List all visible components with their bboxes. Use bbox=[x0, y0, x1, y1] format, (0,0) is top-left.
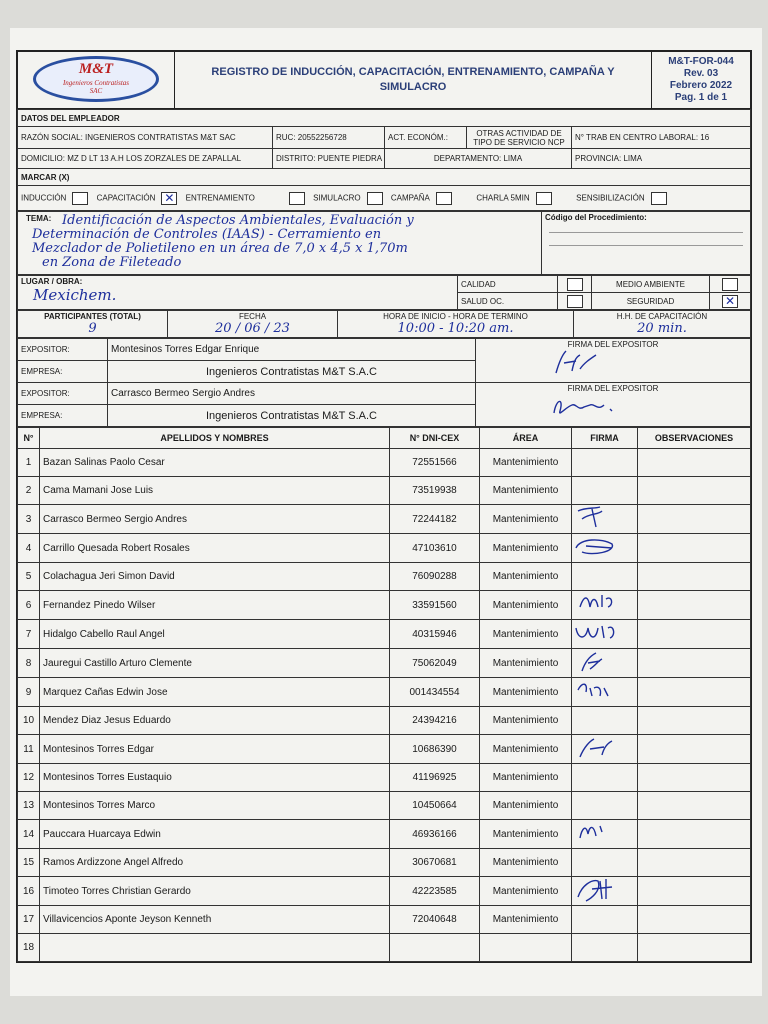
ruc: RUC: 20552256728 bbox=[273, 127, 385, 149]
hora-value: 10:00 - 10:20 am. bbox=[397, 321, 514, 336]
col-dni: N° DNI-CEX bbox=[390, 428, 480, 449]
participant-signature bbox=[572, 906, 638, 934]
participant-name: Ramos Ardizzone Angel Alfredo bbox=[40, 849, 390, 877]
participant-area: Mantenimiento bbox=[480, 449, 572, 477]
participant-signature bbox=[572, 849, 638, 877]
row-number: 4 bbox=[18, 534, 40, 563]
participant-dni: 24394216 bbox=[390, 707, 480, 735]
table-row bbox=[18, 792, 751, 820]
employer-heading: DATOS DEL EMPLEADOR bbox=[18, 110, 751, 127]
checkbox-sensibilizacion[interactable] bbox=[651, 192, 667, 205]
employer-section bbox=[17, 109, 751, 211]
signature-mark bbox=[572, 505, 632, 530]
logo-cell bbox=[18, 52, 175, 109]
participant-dni: 10686390 bbox=[390, 735, 480, 764]
participant-signature bbox=[572, 620, 638, 649]
participant-name: Montesinos Torres Eustaquio bbox=[40, 764, 390, 792]
participant-dni: 41196925 bbox=[390, 764, 480, 792]
row-number: 3 bbox=[18, 505, 40, 534]
table-row bbox=[18, 820, 751, 849]
table-row bbox=[18, 649, 751, 678]
participant-area: Mantenimiento bbox=[480, 505, 572, 534]
participant-dni: 40315946 bbox=[390, 620, 480, 649]
row-number: 8 bbox=[18, 649, 40, 678]
participant-dni: 72244182 bbox=[390, 505, 480, 534]
form-code: M&T-FOR-044 Rev. 03 Febrero 2022 Pag. 1 de 1 bbox=[652, 52, 751, 109]
row-number: 15 bbox=[18, 849, 40, 877]
col-n: N° bbox=[18, 428, 40, 449]
tema-line-1: Identificación de Aspectos Ambientales, Evaluación y bbox=[62, 213, 414, 228]
participant-dni bbox=[390, 934, 480, 962]
col-firma: FIRMA bbox=[572, 428, 638, 449]
lugar-section: LUGAR / OBRA: Mexichem. CALIDAD MEDIO AMBIENTE SALUD OC. SEGURIDAD ✕ bbox=[17, 275, 751, 310]
company-logo: M&T Ingenieros Contratistas SAC bbox=[33, 56, 159, 102]
table-row bbox=[18, 764, 751, 792]
checkbox-charla[interactable] bbox=[536, 192, 552, 205]
table-row bbox=[18, 591, 751, 620]
row-number: 2 bbox=[18, 477, 40, 505]
participant-name bbox=[40, 934, 390, 962]
razon-social: RAZÓN SOCIAL: INGENIEROS CONTRATISTAS M&T SAC bbox=[18, 127, 273, 149]
table-row bbox=[18, 449, 751, 477]
row-number: 1 bbox=[18, 449, 40, 477]
participant-observations bbox=[638, 820, 751, 849]
row-number: 9 bbox=[18, 678, 40, 707]
row-number: 18 bbox=[18, 934, 40, 962]
participant-area: Mantenimiento bbox=[480, 707, 572, 735]
participant-dni: 47103610 bbox=[390, 534, 480, 563]
expositores-section: EXPOSITOR: Montesinos Torres Edgar Enrique FIRMA DEL EXPOSITOR EMPRESA: Ingenieros Contratistas M&T S.A.C EXPOSITOR: Carrasco Bermeo Sergio Andres FIRMA DEL EXPOSITOR EMPRESA: Ingenieros Contratistas M&T S.A.C bbox=[17, 338, 751, 427]
participant-observations bbox=[638, 792, 751, 820]
checkbox-medio-ambiente[interactable] bbox=[722, 278, 738, 291]
participant-dni: 30670681 bbox=[390, 849, 480, 877]
participant-observations bbox=[638, 591, 751, 620]
lugar-value: Mexichem. bbox=[33, 286, 117, 304]
table-row bbox=[18, 678, 751, 707]
table-row bbox=[18, 563, 751, 591]
participant-dni: 76090288 bbox=[390, 563, 480, 591]
col-name: APELLIDOS Y NOMBRES bbox=[40, 428, 390, 449]
checkbox-entrenamiento[interactable] bbox=[289, 192, 305, 205]
participant-name: Hidalgo Cabello Raul Angel bbox=[40, 620, 390, 649]
table-row bbox=[18, 477, 751, 505]
codigo-procedimiento: Código del Procedimiento: bbox=[542, 212, 751, 275]
row-number: 7 bbox=[18, 620, 40, 649]
row-number: 12 bbox=[18, 764, 40, 792]
participant-observations bbox=[638, 678, 751, 707]
fecha-value: 20 / 06 / 23 bbox=[215, 321, 290, 336]
checkbox-calidad[interactable] bbox=[567, 278, 583, 291]
tema-line-3: Mezclador de Polietileno en un área de 7,0 x 4,5 x 1,70m bbox=[32, 241, 408, 256]
expositor-2-empresa: Ingenieros Contratistas M&T S.A.C bbox=[108, 405, 476, 427]
tema-section bbox=[17, 211, 751, 275]
distrito: DISTRITO: PUENTE PIEDRA bbox=[273, 149, 385, 169]
expositor-1-name: Montesinos Torres Edgar Enrique bbox=[108, 339, 476, 361]
participantes-cell: PARTICIPANTES (TOTAL) 9 bbox=[18, 311, 168, 338]
participant-observations bbox=[638, 563, 751, 591]
participant-dni: 10450664 bbox=[390, 792, 480, 820]
row-number: 16 bbox=[18, 877, 40, 906]
participant-signature bbox=[572, 877, 638, 906]
table-row bbox=[18, 534, 751, 563]
participant-area: Mantenimiento bbox=[480, 477, 572, 505]
checkbox-seguridad[interactable] bbox=[722, 295, 738, 308]
participant-area: Mantenimiento bbox=[480, 678, 572, 707]
signature-mark bbox=[572, 649, 632, 674]
departamento: DEPARTAMENTO: LIMA bbox=[385, 149, 572, 169]
signature-mark bbox=[572, 534, 632, 559]
participant-name: Villavicencios Aponte Jeyson Kenneth bbox=[40, 906, 390, 934]
participant-name: Montesinos Torres Edgar bbox=[40, 735, 390, 764]
expositor-2-name: Carrasco Bermeo Sergio Andres bbox=[108, 383, 476, 405]
n-trab: N° TRAB EN CENTRO LABORAL: 16 bbox=[572, 127, 751, 149]
participant-observations bbox=[638, 505, 751, 534]
participant-signature bbox=[572, 678, 638, 707]
participant-signature bbox=[572, 934, 638, 962]
participant-observations bbox=[638, 477, 751, 505]
tema-cell: TEMA: Identificación de Aspectos Ambientales, Evaluación y Determinación de Controles (IAAS) - Cerramiento en Mezclador de Polietileno en un área de 7,0 x 4,5 x 1,70m en Zona de Fileteado bbox=[18, 212, 542, 275]
table-row bbox=[18, 934, 751, 962]
participant-observations bbox=[638, 449, 751, 477]
type-checkboxes: INDUCCIÓN CAPACITACIÓN✕ ENTRENAMIENTO SIMULACRO CAMPAÑA CHARLA 5MIN SENSIBILIZACIÓN bbox=[18, 186, 751, 211]
participant-observations bbox=[638, 735, 751, 764]
participant-name: Cama Mamani Jose Luis bbox=[40, 477, 390, 505]
participant-observations bbox=[638, 764, 751, 792]
participant-signature bbox=[572, 591, 638, 620]
participant-name: Fernandez Pinedo Wilser bbox=[40, 591, 390, 620]
participant-dni: 001434554 bbox=[390, 678, 480, 707]
row-number: 6 bbox=[18, 591, 40, 620]
signature-expositor-1 bbox=[546, 349, 626, 377]
form-title: REGISTRO DE INDUCCIÓN, CAPACITACIÓN, ENTRENAMIENTO, CAMPAÑA Y SIMULACRO bbox=[175, 52, 652, 109]
tema-line-2: Determinación de Controles (IAAS) - Cerramiento en bbox=[32, 227, 382, 242]
participant-name: Pauccara Huarcaya Edwin bbox=[40, 820, 390, 849]
participant-area: Mantenimiento bbox=[480, 649, 572, 678]
participant-name: Montesinos Torres Marco bbox=[40, 792, 390, 820]
fecha-cell: FECHA 20 / 06 / 23 bbox=[168, 311, 338, 338]
signature-mark bbox=[572, 735, 632, 760]
participant-dni: 72040648 bbox=[390, 906, 480, 934]
checkbox-induccion[interactable] bbox=[72, 192, 88, 205]
participant-name: Mendez Diaz Jesus Eduardo bbox=[40, 707, 390, 735]
participant-name: Carrillo Quesada Robert Rosales bbox=[40, 534, 390, 563]
row-number: 5 bbox=[18, 563, 40, 591]
signature-mark bbox=[572, 591, 632, 616]
form-header bbox=[17, 51, 751, 109]
row-number: 11 bbox=[18, 735, 40, 764]
participant-signature bbox=[572, 534, 638, 563]
table-row bbox=[18, 620, 751, 649]
row-number: 13 bbox=[18, 792, 40, 820]
hora-cell: HORA DE INICIO - HORA DE TERMINO 10:00 - 10:20 am. bbox=[338, 311, 574, 338]
signature-mark bbox=[572, 877, 632, 902]
provincia: PROVINCIA: LIMA bbox=[572, 149, 751, 169]
participant-area: Mantenimiento bbox=[480, 820, 572, 849]
row-number: 17 bbox=[18, 906, 40, 934]
row-number: 14 bbox=[18, 820, 40, 849]
checkbox-simulacro[interactable] bbox=[367, 192, 383, 205]
signature-expositor-2 bbox=[546, 393, 646, 419]
table-row bbox=[18, 735, 751, 764]
participant-signature bbox=[572, 477, 638, 505]
otras-actividad: OTRAS ACTIVIDAD DE TIPO DE SERVICIO NCP bbox=[467, 127, 572, 149]
participantes-value: 9 bbox=[88, 321, 97, 336]
participant-signature bbox=[572, 649, 638, 678]
table-row bbox=[18, 707, 751, 735]
participant-name: Carrasco Bermeo Sergio Andres bbox=[40, 505, 390, 534]
checkbox-campana[interactable] bbox=[436, 192, 452, 205]
participant-dni: 72551566 bbox=[390, 449, 480, 477]
participants-table bbox=[17, 427, 751, 962]
col-area: ÁREA bbox=[480, 428, 572, 449]
table-row bbox=[18, 505, 751, 534]
participant-area: Mantenimiento bbox=[480, 849, 572, 877]
participant-signature bbox=[572, 449, 638, 477]
participant-signature bbox=[572, 792, 638, 820]
firma-expositor-2: FIRMA DEL EXPOSITOR bbox=[476, 383, 751, 427]
participant-area: Mantenimiento bbox=[480, 620, 572, 649]
table-row bbox=[18, 849, 751, 877]
lugar-cell: LUGAR / OBRA: Mexichem. bbox=[18, 276, 458, 310]
participant-area: Mantenimiento bbox=[480, 735, 572, 764]
participant-signature bbox=[572, 735, 638, 764]
checkbox-salud[interactable] bbox=[567, 295, 583, 308]
tema-line-4: en Zona de Fileteado bbox=[42, 255, 182, 270]
table-row bbox=[18, 877, 751, 906]
registration-form bbox=[16, 50, 752, 963]
hh-cell: H.H. DE CAPACITACIÓN 20 min. bbox=[574, 311, 751, 338]
marcar-label: MARCAR (X) bbox=[18, 169, 751, 186]
participant-area: Mantenimiento bbox=[480, 877, 572, 906]
participant-area: Mantenimiento bbox=[480, 534, 572, 563]
participant-area: Mantenimiento bbox=[480, 563, 572, 591]
participant-dni: 46936166 bbox=[390, 820, 480, 849]
participant-name: Jauregui Castillo Arturo Clemente bbox=[40, 649, 390, 678]
session-info bbox=[17, 310, 751, 338]
participant-name: Timoteo Torres Christian Gerardo bbox=[40, 877, 390, 906]
col-obs: OBSERVACIONES bbox=[638, 428, 751, 449]
participant-signature bbox=[572, 505, 638, 534]
participant-dni: 73519938 bbox=[390, 477, 480, 505]
participant-dni: 42223585 bbox=[390, 877, 480, 906]
participant-area: Mantenimiento bbox=[480, 764, 572, 792]
checkbox-capacitacion[interactable] bbox=[161, 192, 177, 205]
signature-mark bbox=[572, 820, 632, 845]
participant-name: Bazan Salinas Paolo Cesar bbox=[40, 449, 390, 477]
table-row bbox=[18, 906, 751, 934]
participant-observations bbox=[638, 620, 751, 649]
participant-area bbox=[480, 934, 572, 962]
firma-expositor-1: FIRMA DEL EXPOSITOR bbox=[476, 339, 751, 383]
act-econom: ACT. ECONÓM.: bbox=[385, 127, 467, 149]
participant-area: Mantenimiento bbox=[480, 906, 572, 934]
expositor-1-empresa: Ingenieros Contratistas M&T S.A.C bbox=[108, 361, 476, 383]
signature-mark bbox=[572, 678, 632, 703]
hh-value: 20 min. bbox=[637, 321, 687, 336]
signature-mark bbox=[572, 620, 632, 645]
row-number: 10 bbox=[18, 707, 40, 735]
participant-observations bbox=[638, 906, 751, 934]
participant-area: Mantenimiento bbox=[480, 591, 572, 620]
participant-dni: 75062049 bbox=[390, 649, 480, 678]
participant-signature bbox=[572, 820, 638, 849]
participant-signature bbox=[572, 707, 638, 735]
participant-observations bbox=[638, 849, 751, 877]
participant-name: Marquez Cañas Edwin Jose bbox=[40, 678, 390, 707]
domicilio: DOMICILIO: MZ D LT 13 A.H LOS ZORZALES DE ZAPALLAL bbox=[18, 149, 273, 169]
participant-signature bbox=[572, 764, 638, 792]
participant-observations bbox=[638, 934, 751, 962]
participant-dni: 33591560 bbox=[390, 591, 480, 620]
participant-observations bbox=[638, 707, 751, 735]
participant-area: Mantenimiento bbox=[480, 792, 572, 820]
participant-observations bbox=[638, 534, 751, 563]
participant-signature bbox=[572, 563, 638, 591]
participant-observations bbox=[638, 649, 751, 678]
participant-name: Colachagua Jeri Simon David bbox=[40, 563, 390, 591]
participant-observations bbox=[638, 877, 751, 906]
